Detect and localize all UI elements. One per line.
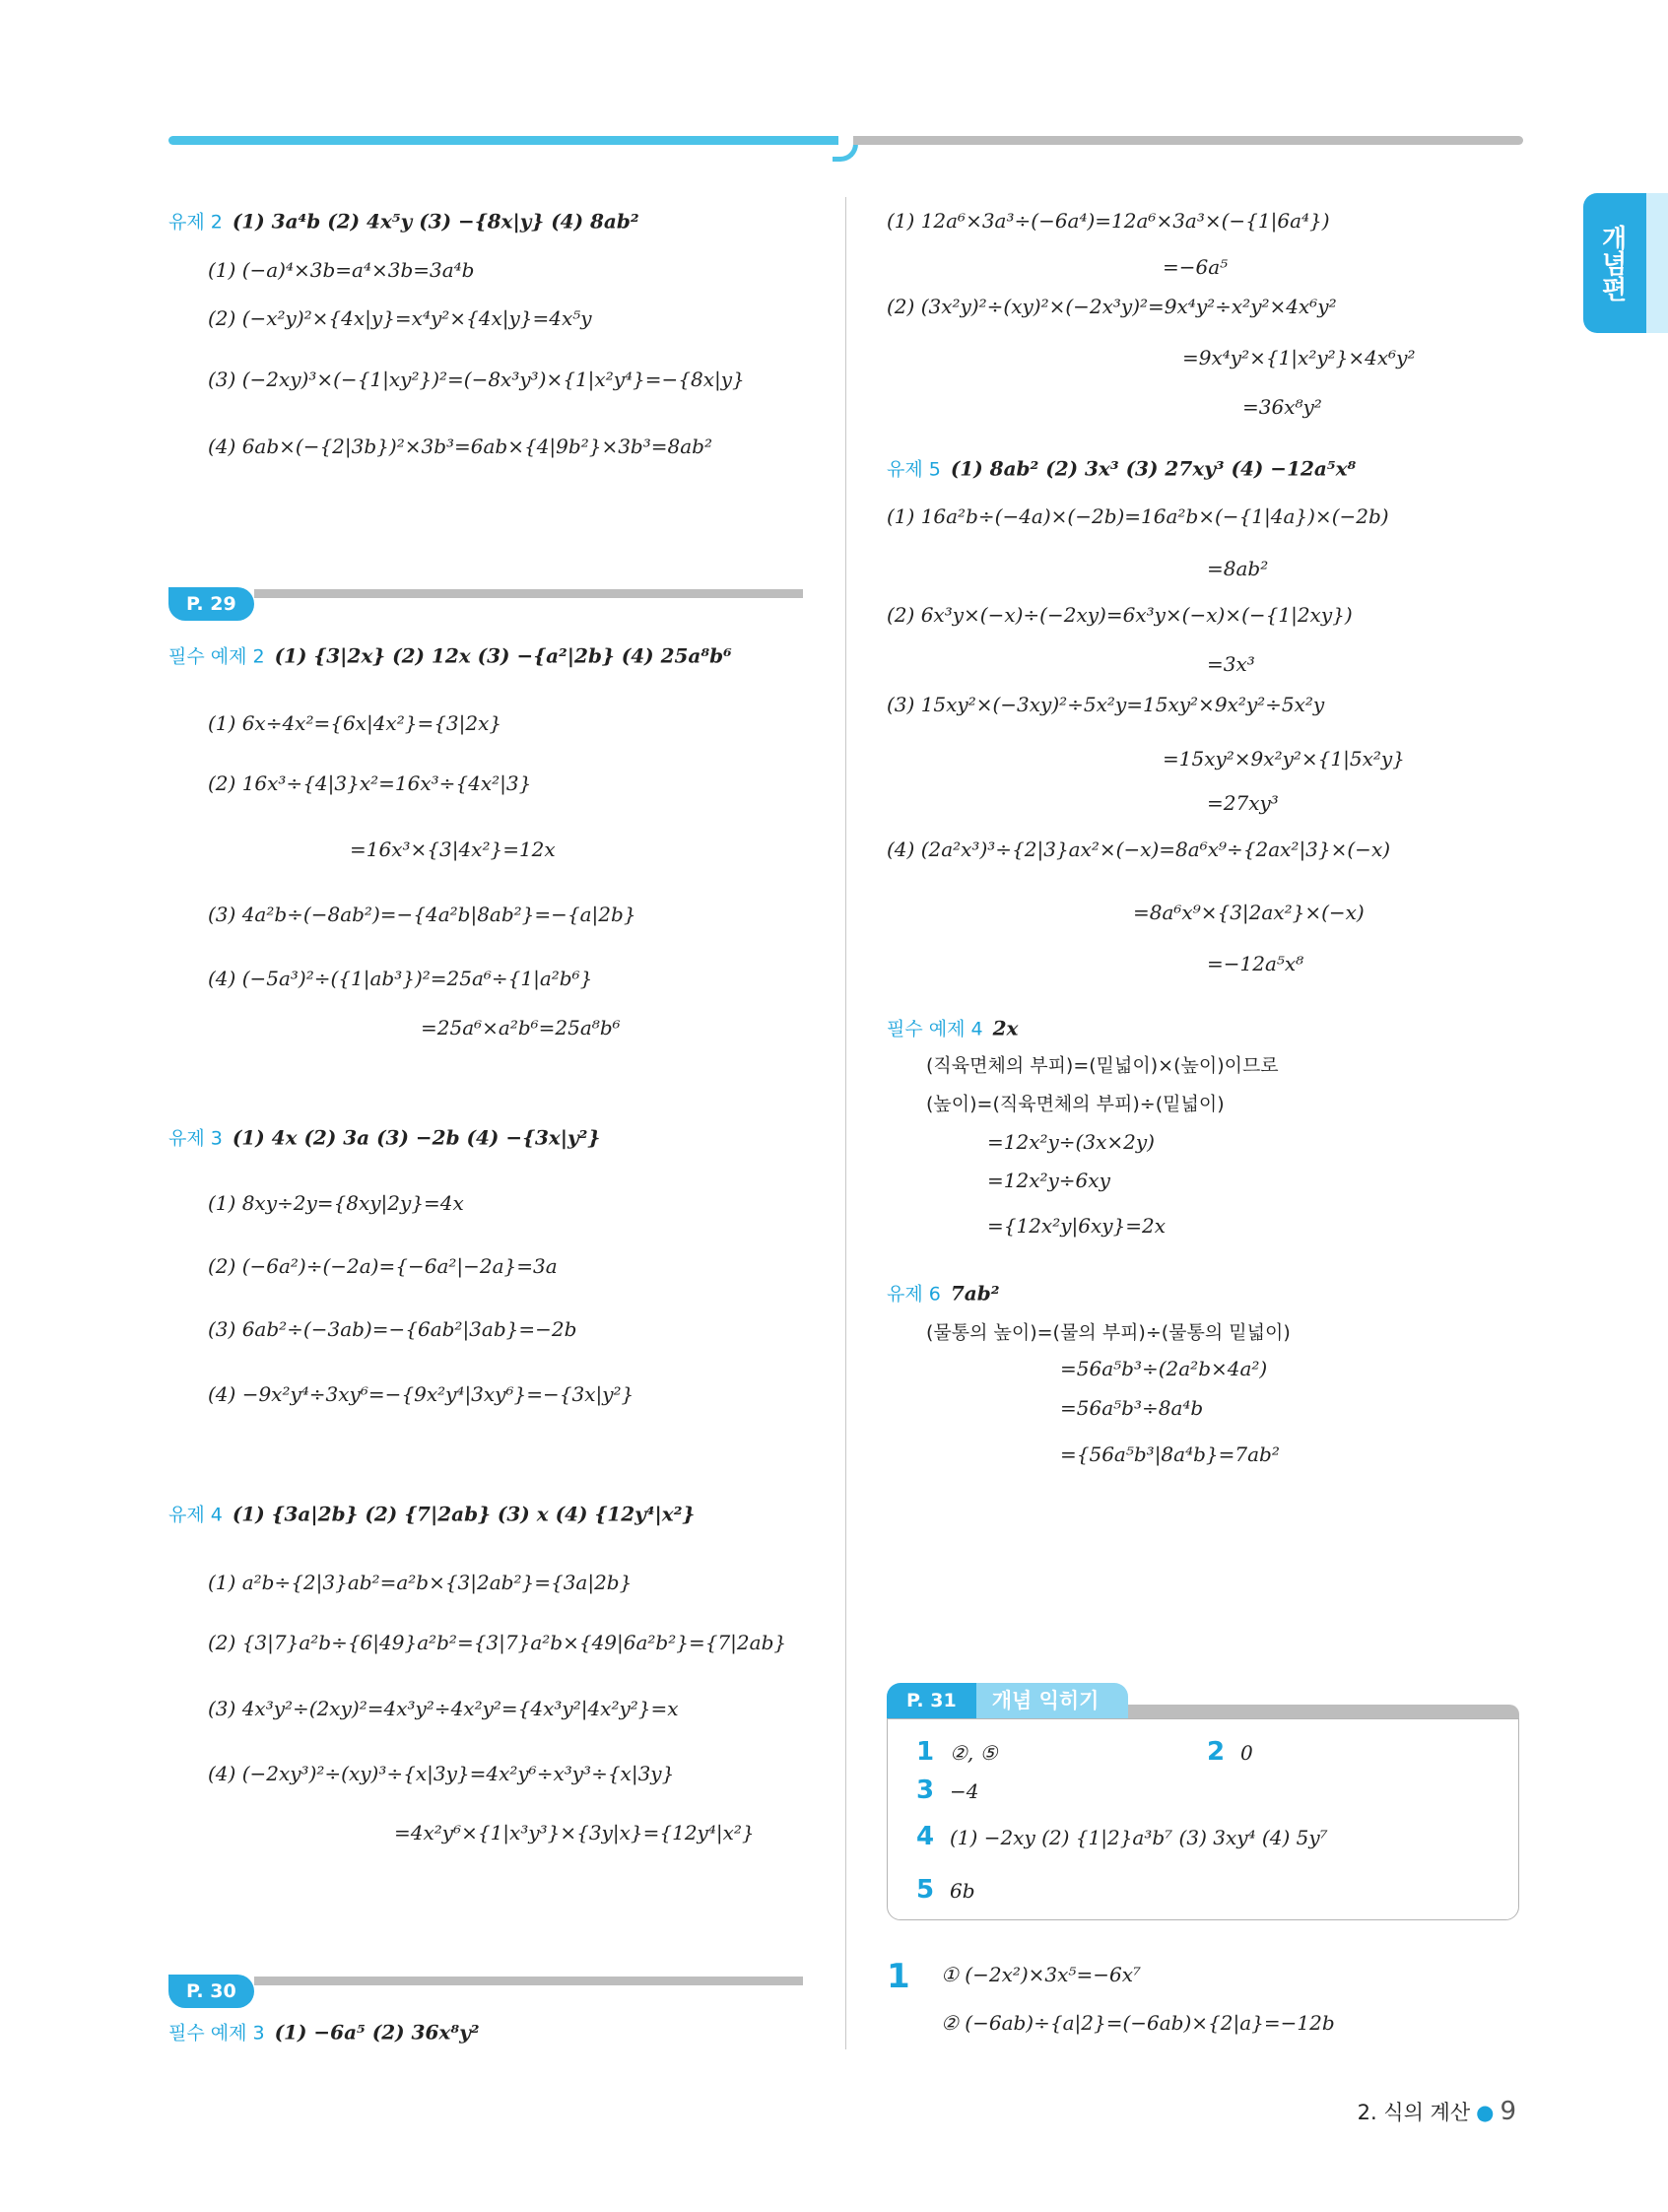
solution-line: =8ab² — [1207, 557, 1269, 580]
problem-heading — [168, 1124, 600, 1151]
concept-answer-item — [916, 1737, 998, 1767]
problem-heading — [168, 642, 732, 669]
concept-answer-item — [916, 1822, 1328, 1851]
concept-box-header — [887, 1683, 1519, 1718]
answer-number: 3 — [916, 1776, 935, 1805]
solution-line: (2) (3x²y)²÷(xy)²×(−2x³y)²=9x⁴y²÷x²y²×4x⁶y² — [887, 295, 1337, 318]
solution-line: (3) 4a²b÷(−8ab²)=−{4a²b|8ab²}=−{a|2b} — [208, 903, 636, 926]
solution-line: ① (−2x²)×3x⁵=−6x⁷ — [941, 1963, 1141, 1986]
answer-number: 2 — [1207, 1737, 1226, 1767]
concept-box-page: P. 31 — [887, 1683, 976, 1718]
problem-heading — [168, 2019, 479, 2045]
solution-line: =36x⁸y² — [1242, 395, 1322, 419]
solution-line: =−12a⁵x⁸ — [1207, 952, 1304, 975]
solution-line: =9x⁴y²×{1|x²y²}×4x⁶y² — [1182, 346, 1416, 369]
solution-line: (3) 4x³y²÷(2xy)²=4x³y²÷4x²y²={4x³y²|4x²y²}=x — [208, 1697, 679, 1720]
solution-line: =12x²y÷(3x×2y) — [987, 1130, 1155, 1154]
solution-line: (1) a²b÷{2|3}ab²=a²b×{3|2ab²}={3a|2b} — [208, 1571, 633, 1594]
answer-number: 5 — [916, 1875, 935, 1905]
page-number: 9 — [1500, 2097, 1516, 2126]
header-bar-right — [853, 136, 1523, 145]
solution-line: (4) −9x²y⁴÷3xy⁶=−{9x²y⁴|3xy⁶}=−{3x|y²} — [208, 1382, 634, 1406]
answer-number: 1 — [916, 1737, 935, 1767]
page-badge — [168, 1975, 803, 2008]
problem-label: 필수 예제 4 — [887, 1018, 983, 1040]
problem-heading — [887, 1015, 1018, 1041]
bullet-dot-icon: ● — [1476, 2101, 1495, 2124]
header-bar-left — [168, 136, 838, 145]
problem-answer: (1) {3|2x} (2) 12x (3) −{a²|2b} (4) 25a⁸b⁶ — [274, 643, 732, 668]
problem-label: 유제 6 — [887, 1283, 941, 1306]
answer-text: ②, ⑤ — [950, 1741, 998, 1765]
problem-label: 필수 예제 2 — [168, 645, 265, 668]
answer-number: 4 — [916, 1822, 935, 1851]
answer-text: 6b — [950, 1879, 975, 1903]
solution-line: (4) (2a²x³)³÷{2|3}ax²×(−x)=8a⁶x⁹÷{2ax²|3}×(−x) — [887, 838, 1391, 861]
page-badge-label: P. 30 — [168, 1975, 254, 2008]
solution-line: (4) (−2xy³)²÷(xy)³÷{x|3y}=4x²y⁶÷x³y³÷{x|3y} — [208, 1762, 675, 1785]
solution-line: (3) 6ab²÷(−3ab)=−{6ab²|3ab}=−2b — [208, 1317, 577, 1341]
solution-line: =15xy²×9x²y²×{1|5x²y} — [1163, 747, 1405, 771]
concept-answer-item — [916, 1875, 975, 1905]
solution-line: =4x²y⁶×{1|x³y³}×{3y|x}={12y⁴|x²} — [394, 1821, 755, 1844]
solution-line: (3) (−2xy)³×(−{1|xy²})²=(−8x³y³)×{1|x²y⁴}=−{8x|y} — [208, 368, 745, 391]
solution-line: (1) 16a²b÷(−4a)×(−2b)=16a²b×(−{1|4a})×(−2b) — [887, 504, 1389, 528]
problem-answer: (1) 4x (2) 3a (3) −2b (4) −{3x|y²} — [232, 1125, 601, 1150]
solution-line: =56a⁵b³÷(2a²b×4a²) — [1060, 1357, 1268, 1380]
problem-heading — [168, 208, 639, 235]
solution-line: ={56a⁵b³|8a⁴b}=7ab² — [1060, 1442, 1280, 1466]
problem-label: 유제 2 — [168, 211, 223, 234]
problem-heading — [168, 1501, 695, 1527]
problem-label: 유제 4 — [168, 1504, 223, 1526]
solution-line: (4) (−5a³)²÷({1|ab³})²=25a⁶÷{1|a²b⁶} — [208, 967, 593, 990]
solution-line: ={12x²y|6xy}=2x — [987, 1214, 1167, 1238]
problem-answer: 7ab² — [950, 1281, 1000, 1306]
solution-line: (4) 6ab×(−{2|3b})²×3b³=6ab×{4|9b²}×3b³=8ab² — [208, 435, 712, 458]
page-badge-bar — [254, 589, 803, 598]
problem-label: 유제 3 — [168, 1127, 223, 1150]
solution-line: (2) {3|7}a²b÷{6|49}a²b²={3|7}a²b×{49|6a²b²}={7|2ab} — [208, 1631, 787, 1654]
problem-answer: 2x — [992, 1016, 1019, 1040]
problem-answer: (1) {3a|2b} (2) {7|2ab} (3) x (4) {12y⁴|x²} — [232, 1502, 696, 1526]
explanation-text: (높이)=(직육면체의 부피)÷(밑넓이) — [926, 1093, 1225, 1115]
problem-1 — [887, 1957, 920, 1996]
solution-line: (2) 16x³÷{4|3}x²=16x³÷{4x²|3} — [208, 771, 532, 795]
answer-text: 0 — [1240, 1741, 1253, 1765]
problem-answer: (1) −6a⁵ (2) 36x⁸y² — [274, 2020, 480, 2044]
solution-line: =25a⁶×a²b⁶=25a⁸b⁶ — [421, 1016, 621, 1039]
solution-line: =12x²y÷6xy — [987, 1169, 1110, 1192]
solution-line: =−6a⁵ — [1163, 255, 1229, 279]
answer-text: (1) −2xy (2) {1|2}a³b⁷ (3) 3xy⁴ (4) 5y⁷ — [950, 1826, 1328, 1849]
solution-line: (2) (−x²y)²×{4x|y}=x⁴y²×{4x|y}=4x⁵y — [208, 306, 592, 330]
solution-line: (1) 12a⁶×3a³÷(−6a⁴)=12a⁶×3a³×(−{1|6a⁴}) — [887, 209, 1330, 233]
concept-box-bar — [1128, 1705, 1519, 1718]
solution-line: =16x³×{3|4x²}=12x — [350, 838, 556, 861]
solution-line: =3x³ — [1207, 652, 1255, 676]
solution-line: =56a⁵b³÷8a⁴b — [1060, 1396, 1204, 1420]
side-tab: 개념편 — [1583, 193, 1668, 333]
page-footer — [1358, 2097, 1516, 2126]
page-badge-bar — [254, 1977, 803, 1985]
solution-line: (2) 6x³y×(−x)÷(−2xy)=6x³y×(−x)×(−{1|2xy}) — [887, 603, 1353, 627]
problem-answer: (1) 8ab² (2) 3x³ (3) 27xy³ (4) −12a⁵x⁸ — [950, 456, 1357, 481]
solution-line: =8a⁶x⁹×{3|2ax²}×(−x) — [1133, 901, 1365, 924]
problem-heading — [887, 455, 1356, 482]
answer-text: −4 — [950, 1779, 979, 1803]
problem-heading — [887, 1280, 999, 1307]
solution-line: (1) 6x÷4x²={6x|4x²}={3|2x} — [208, 711, 502, 735]
problem-label: 유제 5 — [887, 458, 941, 481]
solution-line: =27xy³ — [1207, 791, 1279, 815]
solution-line: (1) (−a)⁴×3b=a⁴×3b=3a⁴b — [208, 258, 475, 282]
problem-label: 필수 예제 3 — [168, 2022, 265, 2044]
explanation-text: (물통의 높이)=(물의 부피)÷(물통의 밑넓이) — [926, 1321, 1291, 1344]
solution-line: ② (−6ab)÷{a|2}=(−6ab)×{2|a}=−12b — [941, 2011, 1335, 2035]
explanation-text: (직육면체의 부피)=(밑넓이)×(높이)이므로 — [926, 1054, 1279, 1077]
chapter-title: 2. 식의 계산 — [1357, 2101, 1471, 2124]
concept-box-title: 개념 익히기 — [976, 1683, 1129, 1718]
page-badge-label: P. 29 — [168, 587, 254, 621]
problem-number: 1 — [887, 1957, 910, 1996]
concept-answer-item — [1207, 1737, 1253, 1767]
solution-line: (3) 15xy²×(−3xy)²÷5x²y=15xy²×9x²y²÷5x²y — [887, 693, 1325, 716]
page-badge — [168, 587, 803, 621]
concept-answer-item — [916, 1776, 978, 1805]
solution-line: (2) (−6a²)÷(−2a)={−6a²|−2a}=3a — [208, 1254, 558, 1278]
problem-answer: (1) 3a⁴b (2) 4x⁵y (3) −{8x|y} (4) 8ab² — [232, 209, 639, 234]
column-divider — [845, 197, 846, 2049]
solution-line: (1) 8xy÷2y={8xy|2y}=4x — [208, 1191, 464, 1215]
